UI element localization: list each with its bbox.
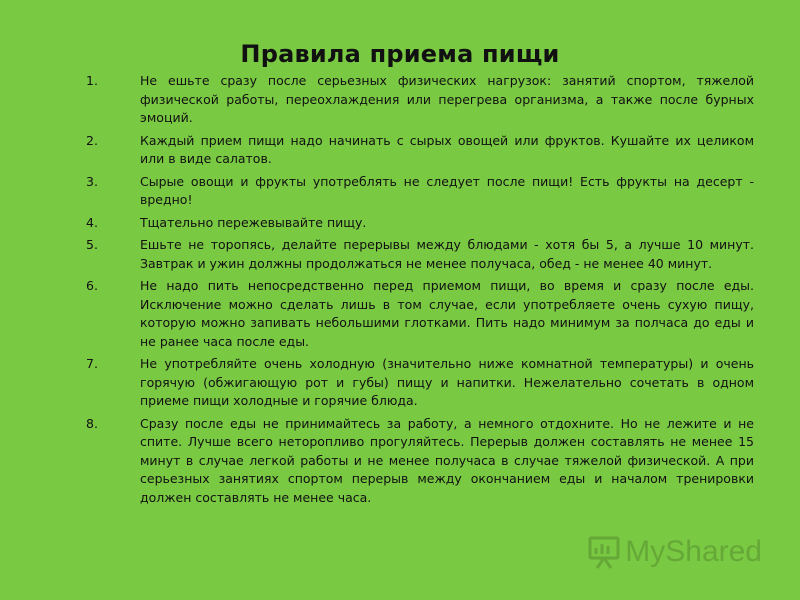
list-item-number: 8. — [86, 415, 98, 431]
list-item — [86, 214, 754, 233]
list-item-text: Не надо пить непосредственно перед приемом пищи, во время и сразу после еды. Исключение можно сделать лишь в том случае, если употребляете очень сухую пищу, которую можно запивать небольшими глотками. Пить надо минимум за полчаса до еды и не ранее часа после еды. — [140, 278, 754, 349]
list-item-text: Каждый прием пищи надо начинать с сырых овощей или фруктов. Кушайте их целиком или в виде салатов. — [140, 132, 754, 166]
list-item-number: 7. — [86, 356, 98, 371]
list-item — [86, 72, 754, 128]
list-item — [86, 132, 754, 169]
list-item-text: Ешьте не торопясь, делайте перерывы между блюдами - хотя бы 5, а лучше 10 минут. Завтрак и ужин должны продолжаться не менее получаса, обед - не менее 40 минут. — [140, 237, 754, 271]
list-item — [86, 355, 754, 411]
page-title: Правила приема пищи — [240, 40, 560, 68]
list-item-text: Сырые овощи и фрукты употреблять не следует после пищи! Есть фрукты на десерт - вредно! — [140, 173, 754, 207]
rules-list — [86, 72, 754, 511]
list-item-number: 3. — [86, 173, 98, 189]
watermark-text: MyShared — [625, 535, 762, 568]
list-item-text: Не ешьте сразу после серьезных физических нагрузок: занятий спортом, тяжелой физической работы, переохлаждения или перегрева организма, а также после бурных эмоций. — [140, 73, 754, 125]
list-item-number: 2. — [86, 132, 98, 148]
list-item-number: 4. — [86, 214, 98, 230]
list-item-text: Сразу после еды не принимайтесь за работу, а немного отдохните. Но не лежите и не спите. Лучше всего неторопливо прогуляйтесь. Перерыв должен составлять не менее 15 минут в случае легкой работы и не менее получаса в случае тяжелой физической. А при серьезных занятиях спортом перерыв между окончанием еды и началом тренировки должен составлять не менее часа. — [140, 415, 754, 505]
list-item-number: 6. — [86, 278, 98, 293]
list-item — [86, 277, 754, 351]
list-item — [86, 415, 754, 508]
list-item-number: 5. — [86, 237, 98, 252]
list-item-text: Тщательно пережевывайте пищу. — [140, 214, 367, 230]
presentation-board-icon — [587, 534, 621, 570]
watermark-logo — [587, 534, 762, 570]
list-item-number: 1. — [86, 73, 98, 88]
list-item — [86, 236, 754, 273]
list-item — [86, 173, 754, 210]
list-item-text: Не употребляйте очень холодную (значительно ниже комнатной температуры) и очень горячую (обжигающую рот и губы) пищу и напитки. Нежелательно сочетать в одном приеме пищи холодные и горячие блюда. — [140, 356, 754, 408]
